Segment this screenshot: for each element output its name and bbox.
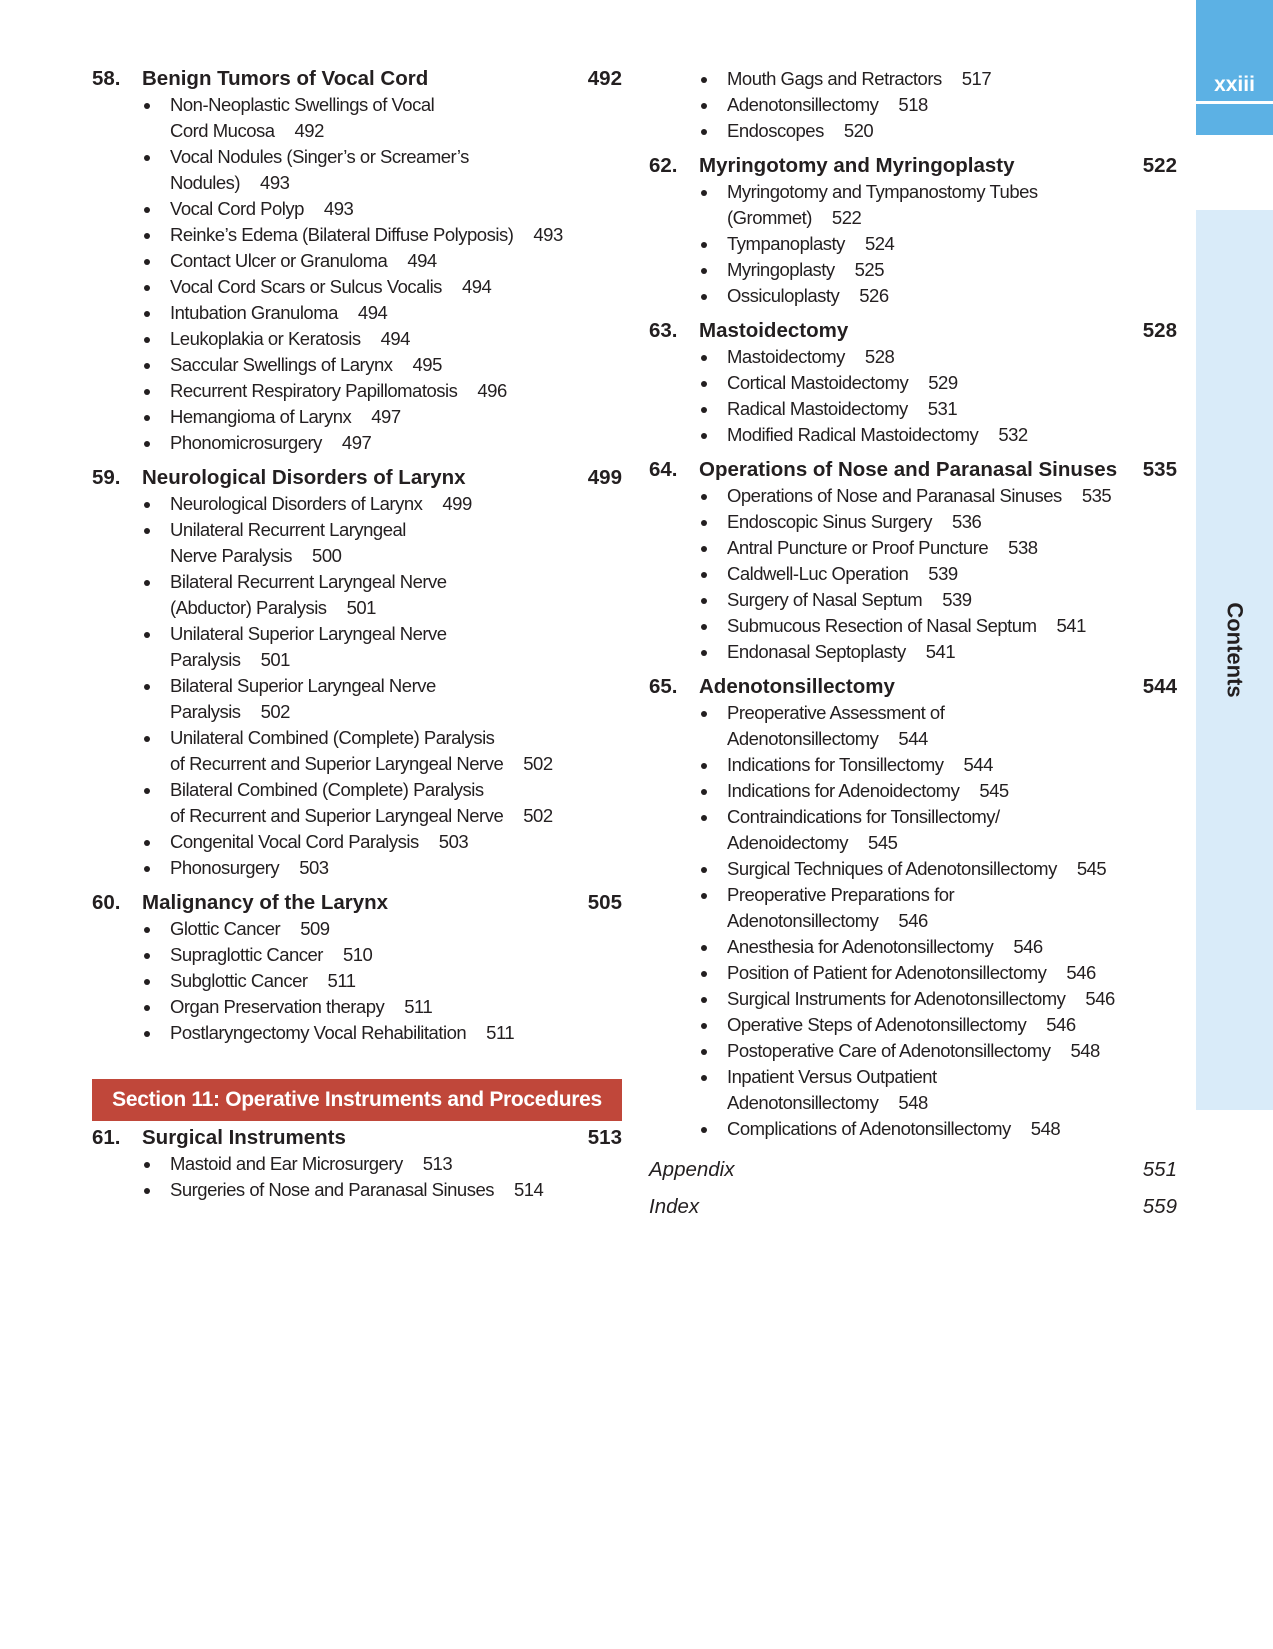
topic-page: 511 <box>327 970 356 991</box>
topic-text: Endonasal Septoplasty <box>727 641 906 662</box>
topic-text: Indications for Adenoidectomy <box>727 780 960 801</box>
topic-item[interactable] <box>727 92 1177 118</box>
chapter-title: Myringotomy and Myringoplasty <box>699 154 1015 177</box>
topic-text-cont: Paralysis <box>170 701 241 722</box>
topic-item[interactable] <box>727 231 1177 257</box>
chapter-heading[interactable] <box>649 674 1177 700</box>
topic-item[interactable] <box>170 994 622 1020</box>
topic-list <box>92 916 622 1046</box>
topic-page: 532 <box>998 424 1028 445</box>
topic-text: Submucous Resection of Nasal Septum <box>727 615 1037 636</box>
topic-page: 497 <box>341 432 372 453</box>
topic-text: Modified Radical Mastoidectomy <box>727 424 979 445</box>
topic-item[interactable] <box>170 673 622 725</box>
topic-page: 492 <box>294 120 324 141</box>
topic-item[interactable] <box>727 283 1177 309</box>
topic-text: Phonosurgery <box>170 857 280 878</box>
chapter-title: Mastoidectomy <box>699 319 849 342</box>
page-number: xxiii <box>1214 73 1255 96</box>
chapter-heading[interactable] <box>92 1125 622 1151</box>
topic-text: Organ Preservation therapy <box>170 996 385 1017</box>
topic-item[interactable] <box>170 222 622 248</box>
topic-page: 511 <box>404 996 433 1017</box>
topic-text: Bilateral Combined (Complete) Paralysis <box>170 779 484 800</box>
topic-page: 545 <box>1076 858 1107 879</box>
chapter-65 <box>649 674 1177 1142</box>
topic-page: 545 <box>979 780 1009 801</box>
topic-item[interactable] <box>727 483 1177 509</box>
topic-item[interactable] <box>727 509 1177 535</box>
topic-page: 494 <box>357 302 388 323</box>
topic-page: 496 <box>477 380 507 401</box>
topic-text: Non-Neoplastic Swellings of Vocal <box>170 94 435 115</box>
topic-text: Congenital Vocal Cord Paralysis <box>170 831 419 852</box>
toc-left-column <box>92 66 622 1212</box>
topic-text: Supraglottic Cancer <box>170 944 323 965</box>
topic-text: Surgical Instruments for Adenotonsillectomy <box>727 988 1066 1009</box>
topic-page: 536 <box>951 511 982 532</box>
topic-page: 520 <box>843 120 874 141</box>
topic-page: 535 <box>1081 485 1112 506</box>
topic-item[interactable] <box>170 144 622 196</box>
topic-item[interactable] <box>170 430 622 456</box>
topic-item[interactable] <box>727 778 1177 804</box>
chapter-number: 61. <box>92 1126 121 1149</box>
topic-page: 510 <box>342 944 373 965</box>
topic-text: Indications for Tonsillectomy <box>727 754 944 775</box>
topic-item[interactable] <box>170 1020 622 1046</box>
topic-text: Position of Patient for Adenotonsillectomy <box>727 962 1047 983</box>
topic-list <box>649 483 1177 665</box>
topic-item[interactable] <box>170 491 622 517</box>
topic-text-cont: Paralysis <box>170 649 241 670</box>
topic-page: 544 <box>898 728 928 749</box>
topic-page: 497 <box>371 406 401 427</box>
topic-page: 493 <box>323 198 354 219</box>
topic-text: Cortical Mastoidectomy <box>727 372 909 393</box>
topic-text: Surgeries of Nose and Paranasal Sinuses <box>170 1179 494 1200</box>
topic-text-cont: Nerve Paralysis <box>170 545 293 566</box>
topic-item[interactable] <box>170 1177 622 1203</box>
topic-item[interactable] <box>170 378 622 404</box>
topic-item[interactable] <box>727 856 1177 882</box>
topic-page: 528 <box>864 346 895 367</box>
topic-item[interactable] <box>727 561 1177 587</box>
chapter-title: Adenotonsillectomy <box>699 675 895 698</box>
topic-list <box>649 66 1177 144</box>
topic-page: 502 <box>260 701 290 722</box>
topic-page: 501 <box>346 597 376 618</box>
chapter-number: 58. <box>92 67 121 90</box>
topic-text: Vocal Cord Polyp <box>170 198 304 219</box>
appendix-page: 551 <box>1142 1158 1177 1181</box>
topic-item[interactable] <box>170 1151 622 1177</box>
topic-page: 546 <box>1085 988 1115 1009</box>
topic-item[interactable] <box>727 257 1177 283</box>
topic-page: 501 <box>260 649 290 670</box>
topic-page: 539 <box>928 563 958 584</box>
chapter-title: Surgical Instruments <box>142 1126 346 1149</box>
page-tab-lower <box>1196 104 1273 135</box>
topic-text-cont: Adenotonsillectomy <box>727 1092 879 1113</box>
topic-item[interactable] <box>727 66 1177 92</box>
topic-page: 539 <box>942 589 972 610</box>
contents-side-tab-label <box>1196 600 1273 700</box>
topic-text: Adenotonsillectomy <box>727 94 879 115</box>
chapter-number: 63. <box>649 319 678 342</box>
topic-page: 525 <box>854 259 885 280</box>
topic-text: Preoperative Preparations for <box>727 884 955 905</box>
chapter-heading[interactable] <box>92 890 622 916</box>
topic-text: Endoscopic Sinus Surgery <box>727 511 932 532</box>
chapter-title: Benign Tumors of Vocal Cord <box>142 67 429 90</box>
topic-text-cont: Nodules) <box>170 172 241 193</box>
topic-list <box>92 1151 622 1203</box>
topic-text: Preoperative Assessment of <box>727 702 945 723</box>
chapter-number: 60. <box>92 891 121 914</box>
chapter-heading[interactable] <box>649 457 1177 483</box>
topic-item[interactable] <box>727 422 1177 448</box>
topic-page: 546 <box>898 910 928 931</box>
chapter-page: 535 <box>1142 458 1177 481</box>
topic-text: Recurrent Respiratory Papillomatosis <box>170 380 458 401</box>
topic-page: 548 <box>1030 1118 1061 1139</box>
topic-page: 500 <box>312 545 342 566</box>
topic-text: Postlaryngectomy Vocal Rehabilitation <box>170 1022 467 1043</box>
topic-text-cont: (Abductor) Paralysis <box>170 597 327 618</box>
topic-text: Unilateral Recurrent Laryngeal <box>170 519 406 540</box>
chapter-61 <box>92 1125 622 1203</box>
topic-page: 514 <box>513 1179 544 1200</box>
chapter-59 <box>92 465 622 881</box>
topic-item[interactable] <box>170 777 622 829</box>
topic-text: Antral Puncture or Proof Puncture <box>727 537 989 558</box>
topic-text: Leukoplakia or Keratosis <box>170 328 361 349</box>
topic-page: 544 <box>963 754 993 775</box>
topic-item[interactable] <box>727 535 1177 561</box>
topic-item[interactable] <box>727 1012 1177 1038</box>
topic-text: Neurological Disorders of Larynx <box>170 493 423 514</box>
topic-item[interactable] <box>170 725 622 777</box>
topic-item[interactable] <box>727 882 1177 934</box>
topic-text: Phonomicrosurgery <box>170 432 322 453</box>
topic-item[interactable] <box>170 404 622 430</box>
topic-item[interactable] <box>727 986 1177 1012</box>
topic-text: Myringotomy and Tympanostomy Tubes <box>727 181 1038 202</box>
chapter-heading[interactable] <box>92 66 622 92</box>
topic-text-cont: of Recurrent and Superior Laryngeal Nerve <box>170 753 504 774</box>
topic-text: Contact Ulcer or Granuloma <box>170 250 388 271</box>
topic-text-cont: Adenoidectomy <box>727 832 849 853</box>
topic-text-cont: Adenotonsillectomy <box>727 728 879 749</box>
topic-text: Mastoidectomy <box>727 346 845 367</box>
topic-item[interactable] <box>170 274 622 300</box>
topic-page: 545 <box>868 832 898 853</box>
topic-item[interactable] <box>170 855 622 881</box>
index-entry[interactable] <box>649 1188 1177 1225</box>
topic-item[interactable] <box>170 352 622 378</box>
topic-page: 526 <box>859 285 889 306</box>
chapter-page: 492 <box>587 67 622 90</box>
topic-text: Vocal Cord Scars or Sulcus Vocalis <box>170 276 442 297</box>
topic-text: Surgical Techniques of Adenotonsillectomy <box>727 858 1057 879</box>
topic-page: 524 <box>864 233 895 254</box>
topic-page: 502 <box>523 805 553 826</box>
topic-page: 494 <box>380 328 410 349</box>
topic-page: 529 <box>928 372 958 393</box>
topic-item[interactable] <box>170 196 622 222</box>
topic-page: 541 <box>1056 615 1086 636</box>
chapter-number: 65. <box>649 675 678 698</box>
topic-item[interactable] <box>727 1038 1177 1064</box>
topic-text: Tympanoplasty <box>727 233 845 254</box>
chapter-page: 499 <box>587 466 622 489</box>
topic-page: 546 <box>1046 1014 1076 1035</box>
topic-page: 522 <box>831 207 862 228</box>
topic-item[interactable] <box>170 916 622 942</box>
topic-item[interactable] <box>727 1064 1177 1116</box>
topic-page: 502 <box>523 753 553 774</box>
chapter-page: 528 <box>1142 319 1177 342</box>
topic-text: Bilateral Recurrent Laryngeal Nerve <box>170 571 447 592</box>
appendix-entry[interactable] <box>649 1151 1177 1188</box>
topic-item[interactable] <box>727 700 1177 752</box>
topic-text: Inpatient Versus Outpatient <box>727 1066 937 1087</box>
topic-text: Glottic Cancer <box>170 918 281 939</box>
topic-text-cont: of Recurrent and Superior Laryngeal Nerve <box>170 805 504 826</box>
topic-item[interactable] <box>170 569 622 621</box>
topic-text: Unilateral Combined (Complete) Paralysis <box>170 727 495 748</box>
chapter-title: Neurological Disorders of Larynx <box>142 466 466 489</box>
topic-text-cont: (Grommet) <box>727 207 812 228</box>
topic-page: 503 <box>299 857 329 878</box>
topic-page: 495 <box>412 354 442 375</box>
topic-item[interactable] <box>170 92 622 144</box>
topic-item[interactable] <box>727 179 1177 231</box>
chapter-heading[interactable] <box>92 465 622 491</box>
topic-text: Ossiculoplasty <box>727 285 840 306</box>
topic-item[interactable] <box>727 639 1177 665</box>
topic-text: Operations of Nose and Paranasal Sinuses <box>727 485 1062 506</box>
chapter-number: 64. <box>649 458 678 481</box>
topic-item[interactable] <box>727 396 1177 422</box>
chapter-heading[interactable] <box>649 318 1177 344</box>
topic-page: 509 <box>300 918 330 939</box>
topic-item[interactable] <box>727 587 1177 613</box>
topic-text: Bilateral Superior Laryngeal Nerve <box>170 675 436 696</box>
topic-list <box>92 92 622 456</box>
topic-text: Radical Mastoidectomy <box>727 398 908 419</box>
topic-item[interactable] <box>170 942 622 968</box>
chapter-62 <box>649 153 1177 309</box>
topic-text: Myringoplasty <box>727 259 835 280</box>
topic-text: Postoperative Care of Adenotonsillectomy <box>727 1040 1051 1061</box>
chapter-60 <box>92 890 622 1046</box>
topic-page: 493 <box>533 224 563 245</box>
topic-item[interactable] <box>727 752 1177 778</box>
contents-side-tab-text: Contents <box>1222 602 1248 698</box>
topic-page: 518 <box>898 94 928 115</box>
topic-text: Contraindications for Tonsillectomy/ <box>727 806 1000 827</box>
topic-page: 494 <box>461 276 492 297</box>
topic-text: Complications of Adenotonsillectomy <box>727 1118 1011 1139</box>
chapter-number: 59. <box>92 466 121 489</box>
topic-page: 503 <box>438 831 469 852</box>
topic-item[interactable] <box>170 829 622 855</box>
topic-item[interactable] <box>727 1116 1177 1142</box>
topic-text-cont: Adenotonsillectomy <box>727 910 879 931</box>
topic-page: 531 <box>927 398 958 419</box>
topic-text: Mouth Gags and Retractors <box>727 68 942 89</box>
topic-item[interactable] <box>727 804 1177 856</box>
topic-text: Hemangioma of Larynx <box>170 406 352 427</box>
appendix-label: Appendix <box>649 1158 735 1181</box>
topic-item[interactable] <box>727 118 1177 144</box>
topic-list <box>649 344 1177 448</box>
topic-page: 517 <box>961 68 992 89</box>
topic-page: 541 <box>925 641 956 662</box>
topic-page: 546 <box>1066 962 1096 983</box>
topic-item[interactable] <box>170 300 622 326</box>
chapter-title: Malignancy of the Larynx <box>142 891 389 914</box>
topic-item[interactable] <box>727 934 1177 960</box>
topic-item[interactable] <box>727 613 1177 639</box>
topic-text: Anesthesia for Adenotonsillectomy <box>727 936 994 957</box>
topic-list <box>649 179 1177 309</box>
chapter-61-continued <box>649 66 1177 144</box>
chapter-title: Operations of Nose and Paranasal Sinuses <box>699 458 1118 481</box>
chapter-page: 544 <box>1142 675 1177 698</box>
topic-item[interactable] <box>727 960 1177 986</box>
topic-page: 538 <box>1008 537 1038 558</box>
index-page: 559 <box>1142 1195 1177 1218</box>
topic-text: Saccular Swellings of Larynx <box>170 354 393 375</box>
section-banner: Section 11: Operative Instruments and Procedures <box>92 1079 622 1121</box>
topic-text: Reinke’s Edema (Bilateral Diffuse Polyposis) <box>170 224 514 245</box>
topic-item[interactable] <box>170 517 622 569</box>
chapter-page: 513 <box>587 1126 622 1149</box>
topic-page: 548 <box>1070 1040 1100 1061</box>
chapter-63 <box>649 318 1177 448</box>
topic-text: Mastoid and Ear Microsurgery <box>170 1153 403 1174</box>
topic-page: 499 <box>442 493 472 514</box>
topic-text: Intubation Granuloma <box>170 302 338 323</box>
topic-list <box>649 700 1177 1142</box>
topic-item[interactable] <box>170 248 622 274</box>
topic-text: Caldwell-Luc Operation <box>727 563 909 584</box>
topic-page: 493 <box>260 172 290 193</box>
topic-page: 546 <box>1013 936 1043 957</box>
toc-right-column <box>649 66 1177 1225</box>
topic-text: Endoscopes <box>727 120 824 141</box>
topic-text: Surgery of Nasal Septum <box>727 589 923 610</box>
topic-text-cont: Cord Mucosa <box>170 120 275 141</box>
chapter-58 <box>92 66 622 456</box>
topic-text: Subglottic Cancer <box>170 970 308 991</box>
topic-item[interactable] <box>170 621 622 673</box>
chapter-page: 505 <box>587 891 622 914</box>
topic-item[interactable] <box>727 344 1177 370</box>
topic-item[interactable] <box>170 968 622 994</box>
topic-page: 511 <box>486 1022 515 1043</box>
topic-page: 548 <box>898 1092 928 1113</box>
topic-text: Unilateral Superior Laryngeal Nerve <box>170 623 447 644</box>
chapter-number: 62. <box>649 154 678 177</box>
topic-text: Operative Steps of Adenotonsillectomy <box>727 1014 1027 1035</box>
topic-page: 494 <box>407 250 437 271</box>
chapter-64 <box>649 457 1177 665</box>
topic-page: 513 <box>422 1153 453 1174</box>
chapter-heading[interactable] <box>649 153 1177 179</box>
topic-item[interactable] <box>727 370 1177 396</box>
index-label: Index <box>649 1195 700 1218</box>
topic-list <box>92 491 622 881</box>
topic-item[interactable] <box>170 326 622 352</box>
topic-text: Vocal Nodules (Singer’s or Screamer’s <box>170 146 469 167</box>
chapter-page: 522 <box>1142 154 1177 177</box>
